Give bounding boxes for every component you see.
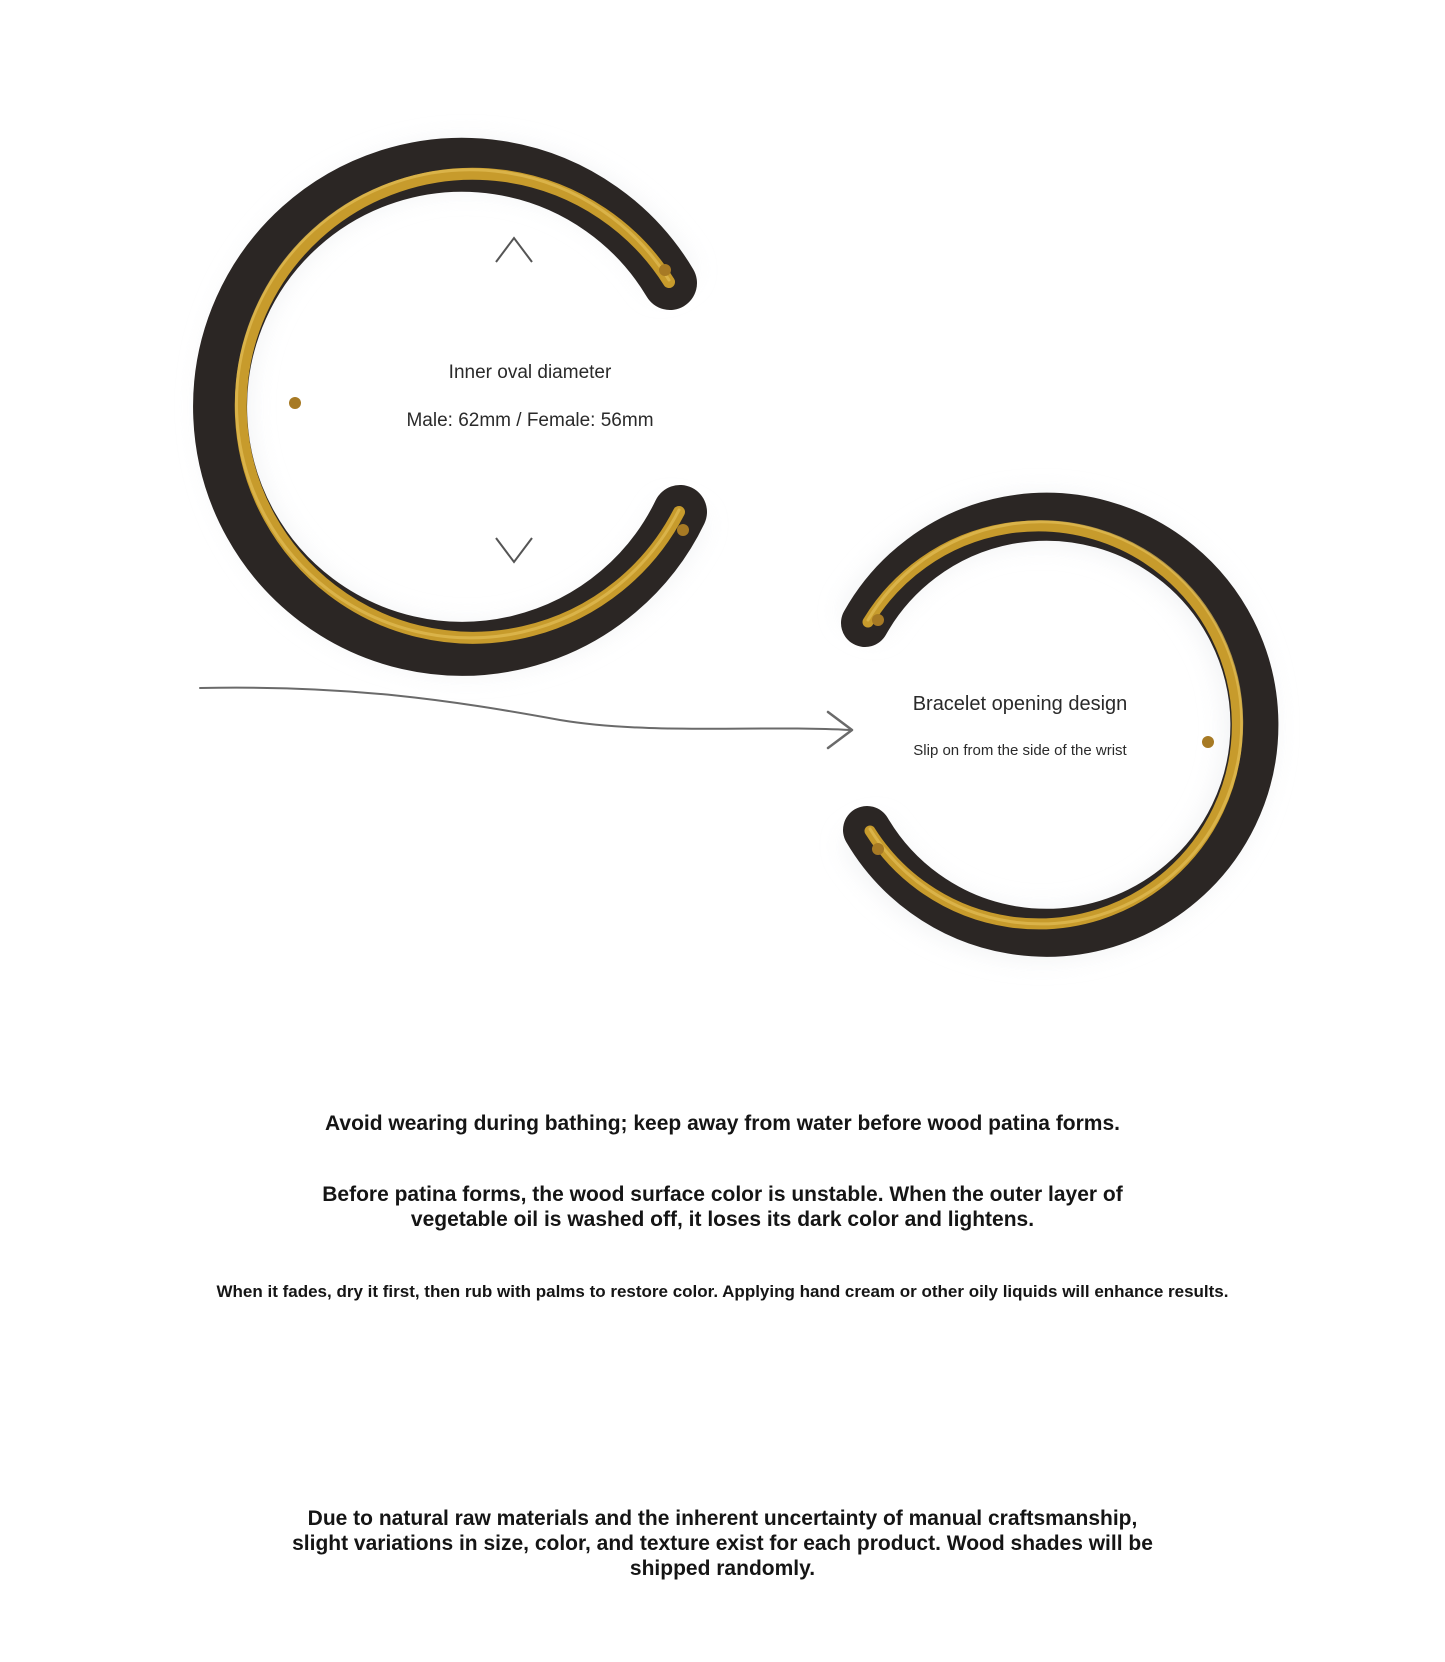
bathing-warning: Avoid wearing during bathing; keep away from water before wood patina forms. xyxy=(325,1112,1120,1135)
chevron-down-icon xyxy=(496,538,532,562)
large-bracelet-image xyxy=(220,165,689,649)
small-bracelet-image xyxy=(860,517,1254,935)
arrow-right-icon xyxy=(200,688,852,748)
variation-note-line: Due to natural raw materials and the inherent uncertainty of manual craftsmanship, xyxy=(307,1507,1138,1530)
inner-diameter-label: Inner oval diameter xyxy=(448,362,612,383)
size-label: Male: 62mm / Female: 56mm xyxy=(406,410,654,431)
patina-note-line: vegetable oil is washed off, it loses its dark color and lightens. xyxy=(410,1208,1035,1231)
chevron-up-icon xyxy=(496,238,532,262)
patina-note-line: Before patina forms, the wood surface color is unstable. When the outer layer of xyxy=(322,1183,1123,1206)
variation-note-line: shipped randomly. xyxy=(629,1557,816,1580)
opening-design-caption: Slip on from the side of the wrist xyxy=(913,742,1127,759)
patina-note xyxy=(0,1182,1445,1232)
restore-color-note: When it fades, dry it first, then rub with palms to restore color. Applying hand cream or other oily liquids will enhance results. xyxy=(216,1282,1229,1301)
opening-design-label: Bracelet opening design xyxy=(912,693,1128,715)
variation-note-line: slight variations in size, color, and texture exist for each product. Wood shades will be xyxy=(292,1532,1153,1555)
variation-note xyxy=(0,1506,1445,1581)
